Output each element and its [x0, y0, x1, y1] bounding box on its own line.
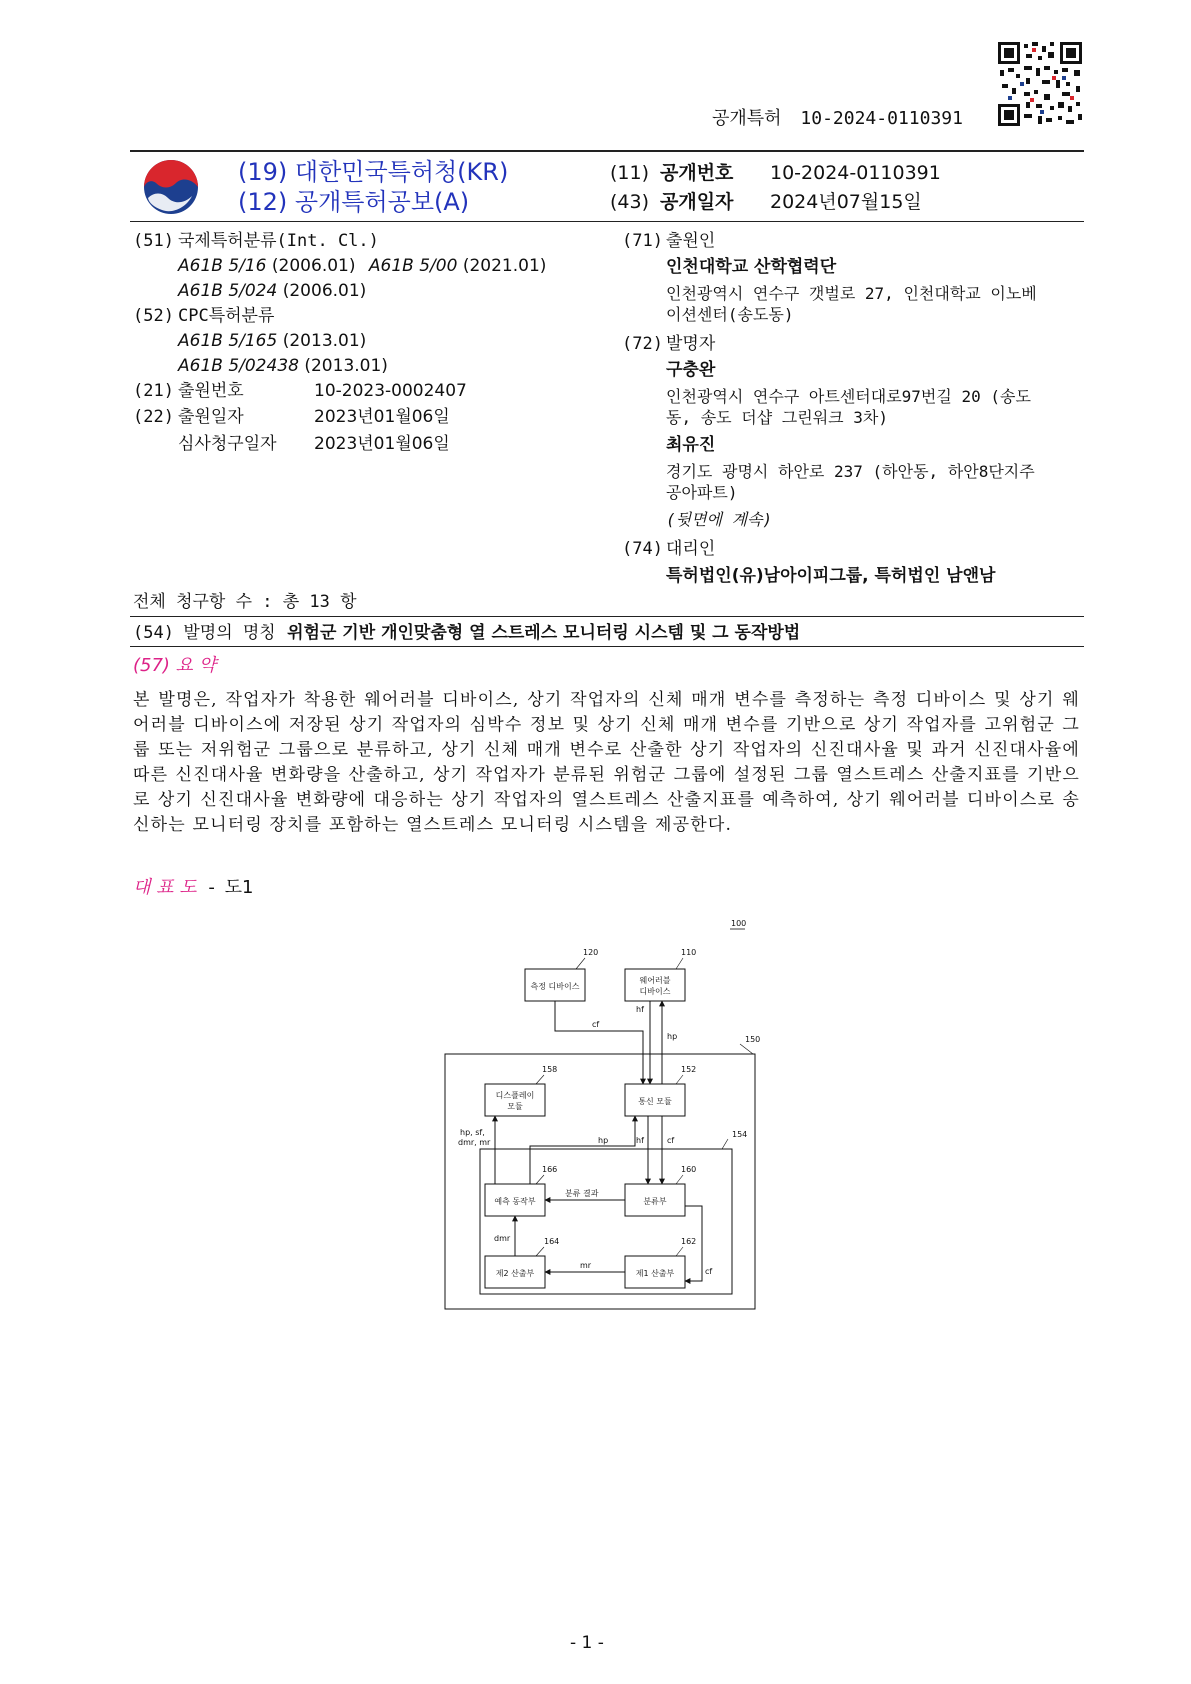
- inventors-label: 발명자: [666, 334, 716, 354]
- representative-dash: -: [208, 877, 215, 898]
- invention-title-label: 발명의 명칭: [183, 623, 276, 643]
- app-number-value: 10-2023-0002407: [314, 381, 467, 401]
- kipo-logo: [142, 158, 200, 216]
- ref-164: 164: [544, 1237, 560, 1246]
- app-date-code: (22): [133, 407, 174, 427]
- int-class-item: A61B 5/16: [178, 256, 267, 276]
- header-pub-number-value: 10-2024-0110391: [800, 108, 963, 129]
- signal-hf-top: hf: [636, 1005, 644, 1014]
- system-diagram: [440, 916, 770, 1316]
- abstract-text: 본 발명은, 작업자가 착용한 웨어러블 디바이스, 상기 작업자의 신체 매개 변수를 측정하는 측정 디바이스 및 상기 웨어러블 디바이스에 저장된 상기 작업자의 심박수 정보 및 상기 신체 매개 변수를 기반으로 상기 작업자를 고위험군 그룹 또는 저위험군 그룹으로 분류하고, 상기 신체 매개 변수로 산출한 상기 작업자의 신진대사율 및 과거 신진대사율에 따른 신진대사율 변화량을 산출하고, 상기 작업자가 분류된 위험군 그룹에 설정된 그룹 열스트레스 산출지표를 기반으로 상기 신진대사율 변화량에 대응하는 상기 작업자의 열스트레스 산출지표를 예측하여, 상기 웨어러블 디바이스로 송신하는 모니터링 장치를 포함하는 열스트레스 모니터링 시스템을 제공한다.: [133, 690, 1080, 835]
- predict-unit-label: 예측 동작부: [494, 1197, 536, 1206]
- inventor-address-line1: 인천광역시 연수구 아트센터대로97번길 20 (송도: [666, 387, 1031, 406]
- signal-hf-mid: hf: [636, 1136, 644, 1145]
- cpc-class-row2: [178, 355, 388, 377]
- cpc-class-year: (2013.01): [282, 331, 367, 351]
- int-class-year: (2021.01): [462, 256, 547, 276]
- header-pub-number: [712, 108, 963, 130]
- agent-name: 특허법인(유)남아이피그룹, 특허법인 남앤남: [666, 566, 996, 586]
- applicant-name: 인천대학교 산학협력단: [666, 257, 837, 277]
- signal-cf-bottom: cf: [705, 1267, 713, 1276]
- signal-display-line1: hp, sf,: [460, 1128, 485, 1137]
- inventor-name: 최유진: [666, 435, 716, 455]
- ref-166: 166: [542, 1165, 558, 1174]
- claims-count: 전체 청구항 수 : 총 13 항: [133, 592, 357, 612]
- signal-mr: mr: [580, 1261, 592, 1270]
- cpc-class-item: A61B 5/165: [178, 331, 278, 351]
- ref-162: 162: [681, 1237, 697, 1246]
- office-line2: (12) 공개특허공보(A): [238, 188, 470, 216]
- int-class-row1: [178, 255, 546, 277]
- int-class-row2: [178, 280, 366, 302]
- header-pub-type: 공개특허: [712, 108, 782, 129]
- claims-rule: [130, 616, 1084, 617]
- display-module-label-line1: 디스플레이: [495, 1091, 535, 1100]
- inventor-address-line2: 공아파트): [666, 483, 738, 502]
- cpc-class-row1: [178, 330, 366, 352]
- wearable-device-label-line1: 웨어러블: [639, 976, 671, 985]
- top-rule: [130, 150, 1084, 152]
- wearable-device-box: [625, 969, 685, 1001]
- inventors-code: (72): [622, 334, 663, 354]
- ref-158: 158: [542, 1065, 558, 1074]
- pub-number-code: (11): [610, 162, 650, 184]
- cpc-class-item: A61B 5/02438: [178, 356, 299, 376]
- display-module-label-line2: 모듈: [507, 1102, 523, 1111]
- abstract-heading: (57) 요 약: [133, 655, 217, 676]
- inventor-address-line1: 경기도 광명시 하안로 237 (하안동, 하안8단지주: [666, 462, 1035, 481]
- office-line1: (19) 대한민국특허청(KR): [238, 158, 509, 186]
- pub-date-label: 공개일자: [660, 191, 734, 213]
- applicant-address-line2: 이션센터(송도동): [666, 305, 794, 324]
- signal-cf-mid: cf: [667, 1136, 675, 1145]
- agent-code: (74): [622, 539, 663, 559]
- invention-title-row: [133, 622, 800, 644]
- representative-label: 대 표 도: [133, 877, 197, 898]
- signal-cf-top: cf: [592, 1020, 600, 1029]
- header-rule: [130, 221, 1084, 222]
- int-class-item: A61B 5/00: [368, 256, 458, 276]
- classify-unit-label: 분류부: [643, 1197, 667, 1206]
- wearable-device-label-line2: 디바이스: [639, 987, 671, 996]
- signal-hp-mid: hp: [598, 1136, 609, 1145]
- signal-result: 분류 결과: [565, 1189, 599, 1198]
- pub-date-value: 2024년07월15일: [770, 191, 922, 213]
- int-class-year: (2006.01): [282, 281, 367, 301]
- second-calc-label: 제2 산출부: [495, 1269, 535, 1278]
- int-class-code: (51): [133, 231, 174, 251]
- page-number: - 1 -: [570, 1633, 604, 1653]
- int-class-year: (2006.01): [271, 256, 356, 276]
- applicant-label: 출원인: [666, 231, 716, 251]
- ref-100: 100: [731, 919, 747, 928]
- inventor-name: 구충완: [666, 360, 716, 380]
- ref-152: 152: [681, 1065, 697, 1074]
- agent-label: 대리인: [666, 539, 716, 559]
- title-rule: [130, 646, 1084, 647]
- int-class-label: 국제특허분류(Int. Cl.): [178, 231, 379, 251]
- measure-device-label: 측정 디바이스: [530, 982, 580, 991]
- signal-dmr: dmr: [494, 1234, 511, 1243]
- exam-date-label: 심사청구일자: [178, 434, 277, 454]
- ref-160: 160: [681, 1165, 697, 1174]
- pub-number-label: 공개번호: [660, 162, 734, 184]
- first-calc-label: 제1 산출부: [635, 1269, 675, 1278]
- int-class-item: A61B 5/024: [178, 281, 278, 301]
- applicant-code: (71): [622, 231, 663, 251]
- ref-120: 120: [583, 948, 599, 957]
- applicant-address-line1: 인천광역시 연수구 갯벌로 27, 인천대학교 이노베: [666, 284, 1037, 303]
- app-date-label: 출원일자: [178, 407, 244, 427]
- cpc-class-year: (2013.01): [304, 356, 388, 376]
- ref-110: 110: [681, 948, 697, 957]
- signal-hp-top: hp: [667, 1032, 678, 1041]
- cpc-class-code: (52): [133, 306, 174, 326]
- representative-value: 도1: [224, 877, 254, 898]
- exam-date-value: 2023년01월06일: [314, 434, 450, 454]
- pub-number-value: 10-2024-0110391: [770, 162, 941, 184]
- inventor-address-line2: 동, 송도 더샵 그린워크 3차): [666, 408, 888, 427]
- app-number-label: 출원번호: [178, 381, 244, 401]
- qr-code: [996, 40, 1084, 128]
- continued-note: (뒷면에 계속): [666, 510, 773, 529]
- cpc-class-label: CPC특허분류: [178, 306, 275, 326]
- app-date-value: 2023년01월06일: [314, 407, 450, 427]
- app-number-code: (21): [133, 381, 174, 401]
- comm-module-label: 통신 모듈: [638, 1097, 672, 1106]
- ref-154: 154: [732, 1130, 748, 1139]
- representative-drawing: [133, 877, 253, 899]
- signal-display-line2: dmr, mr: [458, 1138, 491, 1147]
- invention-title-code: (54): [133, 623, 174, 643]
- ref-150: 150: [745, 1035, 761, 1044]
- display-module-box: [485, 1084, 545, 1116]
- invention-title-value: 위험군 기반 개인맞춤형 열 스트레스 모니터링 시스템 및 그 동작방법: [287, 623, 801, 643]
- pub-date-code: (43): [610, 191, 650, 213]
